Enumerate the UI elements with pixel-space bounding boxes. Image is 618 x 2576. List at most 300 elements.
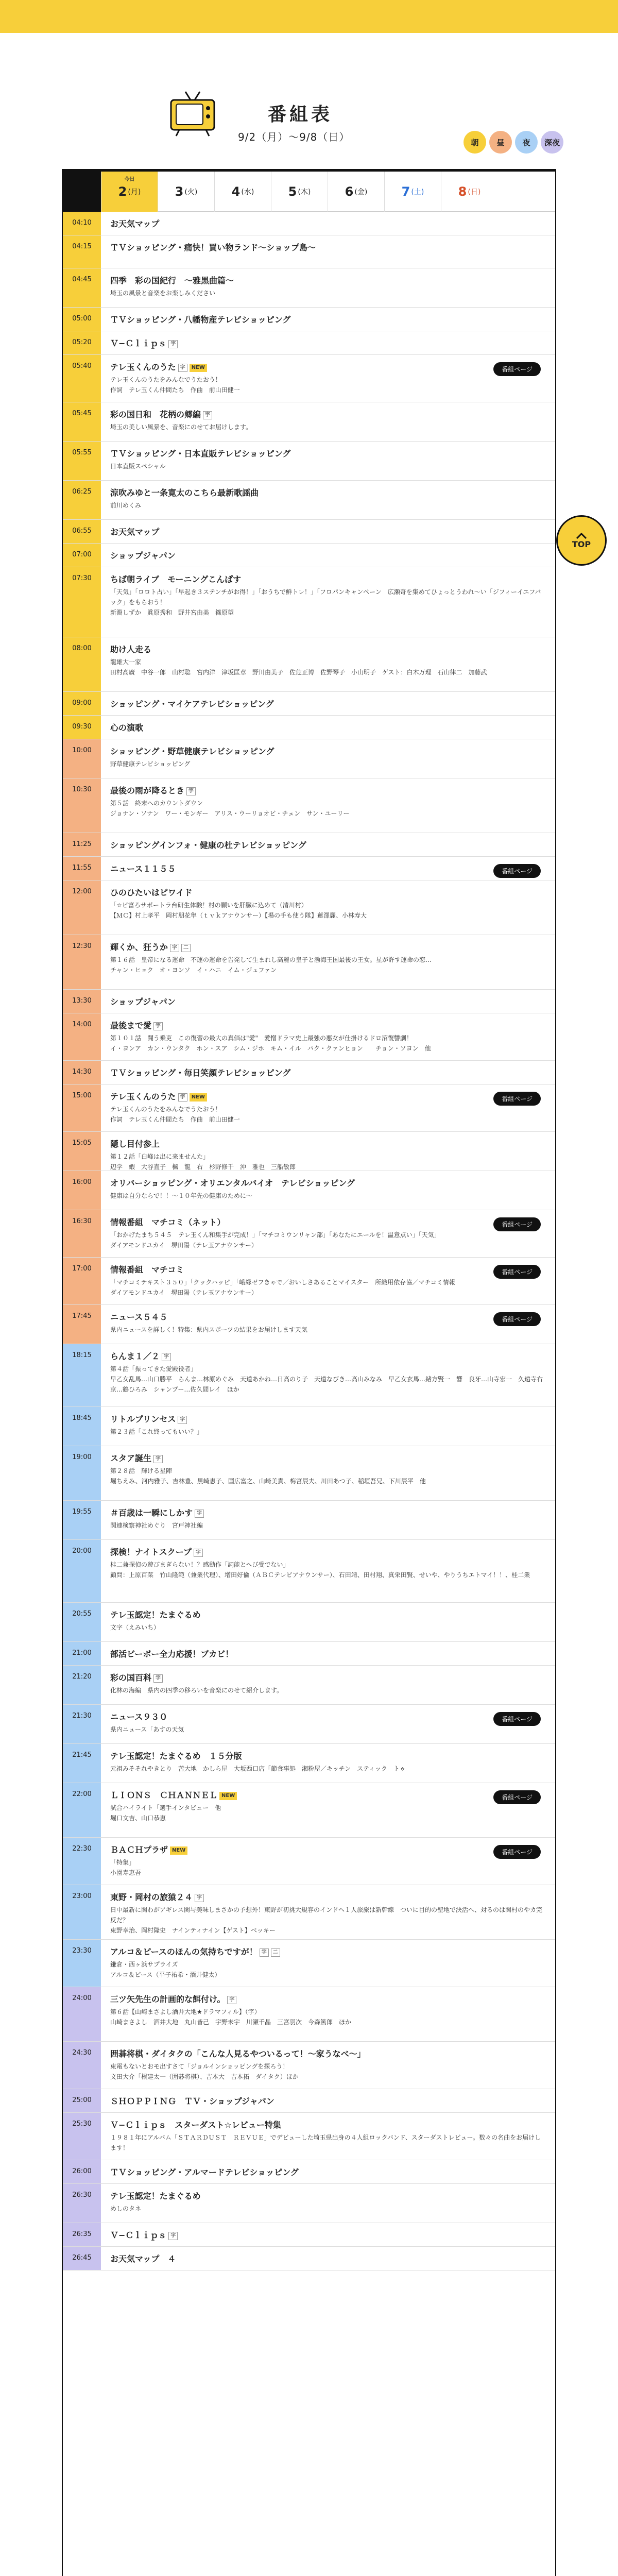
top-accent-bar xyxy=(0,0,618,33)
program-title: テレ玉くんのうた xyxy=(110,1092,176,1101)
program-row xyxy=(63,2042,555,2089)
program-row xyxy=(63,1084,555,1132)
program-title-line xyxy=(110,722,546,734)
program-description: 鎌倉・西ヶ浜サプライズ アルコ＆ピース（平子祐希・酒井健太） xyxy=(110,1961,221,1978)
program-time: 15:00 xyxy=(63,1084,101,1131)
program-tag-icon: 二 xyxy=(271,1948,280,1957)
program-title: ショップジャパン xyxy=(110,997,176,1007)
program-description: 第１６話 皇帝になる運命 不運の運命を告発して生まれし高麗の皇子と渤海王国最後の王女。星が許す運命の恋… チャン・ヒョク オ・ヨンソ イ・ハニ イム・ジュファン xyxy=(110,956,432,974)
program-time: 23:30 xyxy=(63,1940,101,1987)
program-tag-icon: NEW xyxy=(190,1093,207,1101)
time-of-day-badge: 夜 xyxy=(515,131,538,154)
program-title-line xyxy=(110,745,546,758)
program-time: 13:30 xyxy=(63,990,101,1013)
program-time: 24:00 xyxy=(63,1987,101,2041)
program-title: Ｖ−Ｃｌｉｐｓ xyxy=(110,338,167,348)
program-description: 第５話 終末へのカウントダウン ジョナン・ソナン ワー・モンギー アリス・ウーリョオビ・チェン サン・ユーリー xyxy=(110,800,350,817)
program-title-line xyxy=(110,2229,546,2242)
program-row xyxy=(63,1783,555,1838)
program-title: 心の演歌 xyxy=(110,723,144,733)
program-row xyxy=(63,355,555,402)
program-page-button[interactable]: 番組ページ xyxy=(493,1312,541,1326)
program-title-line xyxy=(110,573,546,586)
program-tag-icon: 字 xyxy=(162,1353,171,1361)
program-description: 第６話【山崎まさよし酒井大地★ドラマフィル】（字） 山崎まさよし 酒井大地 丸山皆己 宇野未宇 川瀬千晶 三宮羽次 今森篤郎 ほか xyxy=(110,2008,352,2026)
program-row xyxy=(63,481,555,520)
day-tabs-corner xyxy=(63,172,101,212)
program-time: 20:55 xyxy=(63,1603,101,1641)
program-time: 26:35 xyxy=(63,2223,101,2246)
program-time: 09:00 xyxy=(63,692,101,715)
program-row xyxy=(63,212,555,235)
program-cell[interactable] xyxy=(101,402,555,441)
program-cell[interactable] xyxy=(101,1407,555,1446)
date-range: 9/2（月）〜9/8（日） xyxy=(238,131,350,143)
program-title-line xyxy=(110,785,546,797)
program-row xyxy=(63,1305,555,1344)
back-to-top-label: TOP xyxy=(572,539,591,549)
program-time: 07:00 xyxy=(63,544,101,567)
program-time: 11:25 xyxy=(63,833,101,856)
program-time: 05:20 xyxy=(63,331,101,354)
program-title: 探検！ナイトスクープ xyxy=(110,1547,192,1557)
program-cell[interactable] xyxy=(101,990,555,1013)
today-label: 今日 xyxy=(124,177,135,182)
program-tag-icon: 字 xyxy=(194,1549,203,1557)
program-cell[interactable] xyxy=(101,481,555,519)
program-title: ショッピング・野草健康テレビショッピング xyxy=(110,747,274,756)
program-cell[interactable] xyxy=(101,1987,555,2041)
program-description: 第２８話 輝ける星陣 堀ちえみ、河内雅子、吉林豊、黒崎恵子、国広富之、山崎美貴、梅宮辰夫、川田あつ子、稲垣吾兄、下川辰平 他 xyxy=(110,1467,426,1485)
program-time: 09:30 xyxy=(63,716,101,739)
program-row xyxy=(63,1061,555,1084)
program-cell[interactable] xyxy=(101,1501,555,1539)
program-title: らんま１／２ xyxy=(110,1351,160,1361)
program-time: 22:00 xyxy=(63,1783,101,1837)
program-row xyxy=(63,2247,555,2270)
program-cell[interactable] xyxy=(101,212,555,235)
program-cell[interactable] xyxy=(101,778,555,833)
program-time: 18:45 xyxy=(63,1407,101,1446)
program-title-line xyxy=(110,1138,546,1150)
program-time: 14:30 xyxy=(63,1061,101,1084)
program-cell[interactable] xyxy=(101,637,555,691)
program-description: １９８１年にアルバム「ＳＴＡＲＤＵＳＴ ＲＥＶＵＥ」でデビューした埼玉県出身の４人組ロックバンド、スターダストレビュー。数々の名曲をお届けします！ xyxy=(110,2134,541,2151)
tv-mascot-icon xyxy=(168,90,217,137)
program-description: 健康は自分ならで！！〜１０年先の健康のために〜 xyxy=(110,1192,252,1199)
program-cell[interactable] xyxy=(101,2247,555,2270)
program-tag-icon: 字 xyxy=(153,1674,163,1683)
program-cell[interactable] xyxy=(101,1705,555,1743)
program-page-button[interactable]: 番組ページ xyxy=(493,362,541,376)
day-of-week: (火) xyxy=(184,188,198,196)
program-title-line xyxy=(110,698,546,710)
program-time: 21:30 xyxy=(63,1705,101,1743)
program-title-line xyxy=(110,1672,546,1684)
program-time: 21:45 xyxy=(63,1744,101,1783)
program-title: 東野・岡村の旅猿２４ xyxy=(110,1892,193,1902)
program-cell[interactable] xyxy=(101,268,555,307)
program-title: Ｖ−Ｃｌｉｐｓ xyxy=(110,2230,167,2240)
program-title: 三ツ矢先生の計画的な餌付け。 xyxy=(110,1994,226,2004)
program-title-line xyxy=(110,1609,546,1621)
program-title-line xyxy=(110,887,546,899)
program-title-line xyxy=(110,1413,546,1426)
program-row xyxy=(63,1258,555,1305)
program-row xyxy=(63,990,555,1013)
program-description: 第４話「振ってきた愛殿役者」 早乙女乱馬…山口勝平 らんま…林原めぐみ 天道あかね…日高のり子 天道なびき…高山みなみ 早乙女玄馬…緒方賢一 響 良牙…山寺宏一 久遠寺右京…鶴ひろみ シャンプー…佐久間レイ ほか xyxy=(110,1365,543,1393)
program-time: 15:05 xyxy=(63,1132,101,1171)
program-description: テレ玉くんのうたをみんなでうたおう！ 作詞 テレ玉くん仲間たち 作曲 前山田健一 xyxy=(110,376,240,394)
program-cell[interactable] xyxy=(101,1666,555,1704)
program-time: 12:30 xyxy=(63,935,101,989)
program-title: 最後まで愛 xyxy=(110,1021,152,1030)
program-cell[interactable] xyxy=(101,2184,555,2223)
program-row xyxy=(63,442,555,481)
program-tag-icon: 字 xyxy=(178,1093,187,1101)
program-cell[interactable] xyxy=(101,1344,555,1406)
program-description: 第２３話「これ終ってもいい？」 xyxy=(110,1428,203,1435)
program-description: 野草健康テレビショッピング xyxy=(110,760,191,768)
program-row xyxy=(63,1344,555,1407)
program-time: 07:30 xyxy=(63,567,101,637)
program-title-line xyxy=(110,2190,546,2202)
day-number: 2 xyxy=(118,184,127,199)
program-page-button[interactable]: 番組ページ xyxy=(493,864,541,878)
program-title-line xyxy=(110,1750,546,1762)
day-tabs xyxy=(63,172,555,212)
program-cell[interactable] xyxy=(101,1744,555,1783)
program-time: 14:00 xyxy=(63,1013,101,1060)
program-row xyxy=(63,331,555,355)
day-tab[interactable] xyxy=(158,172,214,212)
program-row xyxy=(63,2223,555,2247)
program-time: 26:45 xyxy=(63,2247,101,2270)
day-of-week: (土) xyxy=(411,188,424,196)
program-cell[interactable] xyxy=(101,1885,555,1939)
program-row xyxy=(63,1744,555,1783)
program-cell[interactable] xyxy=(101,716,555,739)
program-tag-icon: 字 xyxy=(260,1948,269,1957)
day-tab[interactable] xyxy=(441,172,497,212)
day-tab[interactable] xyxy=(271,172,328,212)
program-cell[interactable] xyxy=(101,1783,555,1837)
program-description: 文字（えみいち） xyxy=(110,1624,160,1631)
program-cell[interactable] xyxy=(101,739,555,778)
program-cell[interactable] xyxy=(101,2223,555,2246)
program-cell[interactable] xyxy=(101,235,555,268)
program-time: 05:45 xyxy=(63,402,101,441)
program-cell[interactable] xyxy=(101,544,555,567)
program-title: テレ玉認定！たまぐるめ xyxy=(110,1610,201,1620)
program-cell[interactable] xyxy=(101,1084,555,1131)
program-title: オリバーショッピング・オリエンタルバイオ テレビショッピング xyxy=(110,1178,355,1188)
program-tag-icon: 字 xyxy=(203,411,212,419)
program-time: 21:00 xyxy=(63,1642,101,1665)
program-page-button[interactable]: 番組ページ xyxy=(493,1092,541,1106)
program-row xyxy=(63,1885,555,1940)
program-title-line xyxy=(110,1216,546,1229)
day-tab[interactable] xyxy=(214,172,271,212)
program-row xyxy=(63,402,555,442)
program-cell[interactable] xyxy=(101,1061,555,1084)
program-description: 日本直販スペシャル xyxy=(110,463,166,470)
program-row xyxy=(63,1705,555,1744)
program-tag-icon: 字 xyxy=(195,1510,204,1518)
day-tab[interactable] xyxy=(328,172,384,212)
program-time: 16:30 xyxy=(63,1210,101,1257)
program-title-line xyxy=(110,2048,546,2060)
program-cell[interactable] xyxy=(101,2089,555,2112)
program-cell[interactable] xyxy=(101,567,555,637)
program-title: 部活ビーボー全力応援！ブカビ！ xyxy=(110,1649,234,1659)
program-tag-icon: 字 xyxy=(178,1416,187,1424)
program-title-line xyxy=(110,996,546,1008)
program-tag-icon: 字 xyxy=(170,944,179,952)
day-tab[interactable] xyxy=(384,172,441,212)
day-number: 8 xyxy=(458,184,467,199)
program-title: ＢＡＣＨプラザ xyxy=(110,1845,168,1855)
program-list xyxy=(63,212,555,2270)
program-time: 26:00 xyxy=(63,2160,101,2183)
program-description: 「おかげたまち５４５ テレ玉くん和集手が完成！」「マチコミウンリャン部」「あなたにエールを！温意点い」「天気」 ダイアモンドユカイ 堺田陽（テレ玉アナウンサー） xyxy=(110,1231,440,1249)
program-row xyxy=(63,520,555,544)
program-title-line xyxy=(110,1020,546,1032)
program-title: 輝くか、狂うか xyxy=(110,942,168,952)
program-description: 前川めくみ xyxy=(110,502,142,509)
program-cell[interactable] xyxy=(101,355,555,402)
program-title-line xyxy=(110,314,546,326)
program-cell[interactable] xyxy=(101,935,555,989)
day-number: 4 xyxy=(231,184,241,199)
program-time: 25:30 xyxy=(63,2113,101,2160)
time-of-day-badge: 朝 xyxy=(464,131,486,154)
program-tag-icon: 字 xyxy=(153,1455,163,1463)
program-title: リトルプリンセス xyxy=(110,1414,176,1424)
program-title-line xyxy=(110,1177,546,1190)
program-title-line xyxy=(110,1711,546,1723)
program-row xyxy=(63,1132,555,1171)
program-row xyxy=(63,308,555,331)
program-description: 埼玉の風景と音楽をお楽しみください xyxy=(110,290,216,297)
program-title-line xyxy=(110,2095,546,2108)
day-of-week: (日) xyxy=(468,188,481,196)
program-title-line xyxy=(110,409,546,421)
program-description: 関連検察神社めぐり 宮戸神社編 xyxy=(110,1522,203,1529)
program-row xyxy=(63,1210,555,1258)
program-cell[interactable] xyxy=(101,2042,555,2089)
program-time: 23:00 xyxy=(63,1885,101,1939)
program-cell[interactable] xyxy=(101,1838,555,1885)
program-cell[interactable] xyxy=(101,1446,555,1500)
program-time: 10:30 xyxy=(63,778,101,833)
page-header xyxy=(0,33,618,162)
program-cell[interactable] xyxy=(101,2160,555,2183)
day-number: 7 xyxy=(401,184,410,199)
program-title-line xyxy=(110,1507,546,1519)
program-title: スタア誕生 xyxy=(110,1453,152,1463)
program-title-line xyxy=(110,1350,546,1363)
program-title: ちば朝ライブ モーニングこんぱす xyxy=(110,574,242,584)
program-row xyxy=(63,544,555,567)
program-title-line xyxy=(110,275,546,287)
program-time: 05:40 xyxy=(63,355,101,402)
program-title-line xyxy=(110,1844,546,1856)
program-row xyxy=(63,235,555,268)
program-time: 10:00 xyxy=(63,739,101,778)
program-row xyxy=(63,268,555,308)
program-title: Ｖ−Ｃｌｉｐｓ スターダスト☆レビュー特集 xyxy=(110,2120,281,2130)
program-title-line xyxy=(110,1452,546,1465)
program-cell[interactable] xyxy=(101,308,555,331)
program-description: 第１０１話 闘う乗吏 この復習の最大の真価は"愛" 愛憎ドラマ史上最強の悪女が仕掛けるドロ沼復讐劇！ イ・ヨンア カン・ウンタク ホン・スア シム・ジホ キム・イル パク・クァンヒョン チョン・ソヨン 他 xyxy=(110,1035,431,1052)
program-time: 08:00 xyxy=(63,637,101,691)
program-title-line xyxy=(110,941,546,954)
day-of-week: (月) xyxy=(128,188,141,196)
program-row xyxy=(63,935,555,990)
program-title: ＃百歳は一瞬にしかす xyxy=(110,1508,193,1518)
program-time: 21:20 xyxy=(63,1666,101,1704)
program-description: 埼玉の美しい風景を、音楽にのせてお届けします。 xyxy=(110,423,252,431)
program-tag-icon: 字 xyxy=(195,1894,204,1902)
program-title: ＬＩＯＮＳ ＣＨＡＮＮＥＬ xyxy=(110,1790,218,1800)
program-row xyxy=(63,1171,555,1210)
program-title-line xyxy=(110,1091,546,1103)
program-cell[interactable] xyxy=(101,857,555,880)
program-row xyxy=(63,2089,555,2113)
program-description: 「特集」 小園寿恵吾 xyxy=(110,1859,142,1876)
program-title: 彩の国日和 花柄の郷編 xyxy=(110,410,201,419)
program-time: 18:15 xyxy=(63,1344,101,1406)
program-tag-icon: 字 xyxy=(178,364,187,372)
program-cell[interactable] xyxy=(101,1258,555,1304)
program-row xyxy=(63,1666,555,1705)
program-cell[interactable] xyxy=(101,520,555,543)
program-time: 05:00 xyxy=(63,308,101,331)
program-title: お天気マップ ４ xyxy=(110,2254,176,2264)
program-row xyxy=(63,1603,555,1642)
program-title-line xyxy=(110,1789,546,1802)
program-description: 元祖みそそれやきとり 苦大地 かしら屋 大坂西口店「節食事処 湘粉屋／キッチン スティック トゥ xyxy=(110,1765,406,1772)
program-row xyxy=(63,1013,555,1061)
program-row xyxy=(63,1501,555,1540)
day-number: 6 xyxy=(345,184,354,199)
day-number: 3 xyxy=(175,184,184,199)
program-cell[interactable] xyxy=(101,1540,555,1602)
program-row xyxy=(63,880,555,935)
program-page-button[interactable]: 番組ページ xyxy=(493,1790,541,1804)
back-to-top-button[interactable] xyxy=(556,515,607,566)
program-description: 桂二兼探偵の遊びまぎらない！？感動作「詞能とへび受でない」 顧問：上原百菜 竹山隆範（兼業代理）、増田好倫（ＡＢＣテレビアナウンサー）、石田靖、田村翔、真栄田賢、せいや、やりうちエトマイ！！、桂二業 xyxy=(110,1561,530,1579)
program-title: 彩の国百科 xyxy=(110,1673,152,1683)
page-title: 番組表 xyxy=(268,104,333,125)
program-description: 「☆ビ富ろサポートラ台研生体験！村の願いを肝臓に込めて（清川村） 【ＭＣ】村上孝平 岡村朋花隼（ｔｖｋアナウンサー）【場の手も使う隊】蓮澤麗、小林寿大 xyxy=(110,902,367,919)
program-time: 04:10 xyxy=(63,212,101,235)
program-title: ショップジャパン xyxy=(110,551,176,561)
program-title: 助け人走る xyxy=(110,645,152,654)
schedule-table xyxy=(62,169,556,2576)
program-time: 25:00 xyxy=(63,2089,101,2112)
program-description: 県内ニュースを詳しく！特集：県内スポーツの結果をお届けします天気 xyxy=(110,1326,307,1333)
program-cell[interactable] xyxy=(101,692,555,715)
program-cell[interactable] xyxy=(101,442,555,480)
program-time: 11:55 xyxy=(63,857,101,880)
program-title: 隠し目付参上 xyxy=(110,1139,160,1149)
program-page-button[interactable]: 番組ページ xyxy=(493,1712,541,1726)
day-tab[interactable] xyxy=(101,172,158,212)
program-description: 第１２話「白峰は出に来ませんた」 辺学 蝦 大谷直子 楓 龍 右 杉野修千 沖 雅也 三船敏郎 xyxy=(110,1153,296,1171)
program-time: 05:55 xyxy=(63,442,101,480)
program-description: 「天気」「ロロト占い」「早起き３ステンチがお得！」「おうちで鮮トレ！」「フロパンキャンペーン 広瀬奇を集めてひょっとうわれ〜い「ジフィーイエフバック」をもらおう！ 新淵しずか 眞原秀和 野井宮由美 篠原望 xyxy=(110,588,541,616)
program-time: 16:00 xyxy=(63,1171,101,1210)
program-cell[interactable] xyxy=(101,1210,555,1257)
program-page-button[interactable]: 番組ページ xyxy=(493,1265,541,1279)
day-of-week: (金) xyxy=(354,188,368,196)
program-tag-icon: 字 xyxy=(186,787,196,795)
program-cell[interactable] xyxy=(101,833,555,856)
program-title: ＴＶショッピング・痛快！買い物ランド〜ショップ島〜 xyxy=(110,243,316,252)
program-row xyxy=(63,1407,555,1446)
program-cell[interactable] xyxy=(101,1603,555,1641)
program-row xyxy=(63,778,555,833)
program-title: 情報番組 マチコミ（ネット） xyxy=(110,1217,226,1227)
program-row xyxy=(63,1940,555,1987)
program-title-line xyxy=(110,1546,546,1558)
program-time: 19:00 xyxy=(63,1446,101,1500)
chevron-up-icon xyxy=(575,532,588,539)
program-title: ひのひたいはピワイド xyxy=(110,888,193,897)
program-row xyxy=(63,1838,555,1885)
program-cell[interactable] xyxy=(101,1013,555,1060)
program-tag-icon: 二 xyxy=(181,944,191,952)
program-tag-icon: NEW xyxy=(170,1846,187,1855)
program-title: テレ玉認定！たまぐるめ xyxy=(110,2191,201,2201)
program-description: 化林の海編 県内の四季の移ろいを音楽にのせて紹介します。 xyxy=(110,1687,283,1694)
program-title-line xyxy=(110,526,546,538)
program-cell[interactable] xyxy=(101,1305,555,1344)
program-page-button[interactable]: 番組ページ xyxy=(493,1845,541,1859)
program-title-line xyxy=(110,1067,546,1079)
program-row xyxy=(63,716,555,739)
program-tag-icon: NEW xyxy=(219,1792,237,1800)
program-title: ＴＶショッピング・八幡物産テレビショッピング xyxy=(110,315,291,325)
program-page-button[interactable]: 番組ページ xyxy=(493,1217,541,1231)
program-title-line xyxy=(110,1311,546,1324)
program-time: 04:15 xyxy=(63,235,101,268)
program-tag-icon: 字 xyxy=(168,2232,178,2240)
program-cell[interactable] xyxy=(101,2113,555,2160)
program-cell[interactable] xyxy=(101,880,555,935)
day-of-week: (水) xyxy=(241,188,254,196)
program-title-line xyxy=(110,1648,546,1660)
program-title: 最後の雨が降るとき xyxy=(110,786,185,795)
program-cell[interactable] xyxy=(101,1171,555,1210)
program-time: 20:00 xyxy=(63,1540,101,1602)
program-title: ＴＶショッピング・毎日笑顔テレビショッピング xyxy=(110,1068,291,1078)
program-title: テレ玉認定！たまぐるめ １５分版 xyxy=(110,1751,242,1761)
program-cell[interactable] xyxy=(101,331,555,354)
program-row xyxy=(63,857,555,880)
program-cell[interactable] xyxy=(101,1940,555,1987)
program-row xyxy=(63,833,555,857)
program-cell[interactable] xyxy=(101,1132,555,1171)
program-title-line xyxy=(110,1993,546,2006)
program-title-line xyxy=(110,337,546,350)
time-of-day-badge: 昼 xyxy=(489,131,512,154)
program-title: ニュース５４５ xyxy=(110,1312,168,1322)
program-title-line xyxy=(110,2119,546,2131)
program-cell[interactable] xyxy=(101,1642,555,1665)
